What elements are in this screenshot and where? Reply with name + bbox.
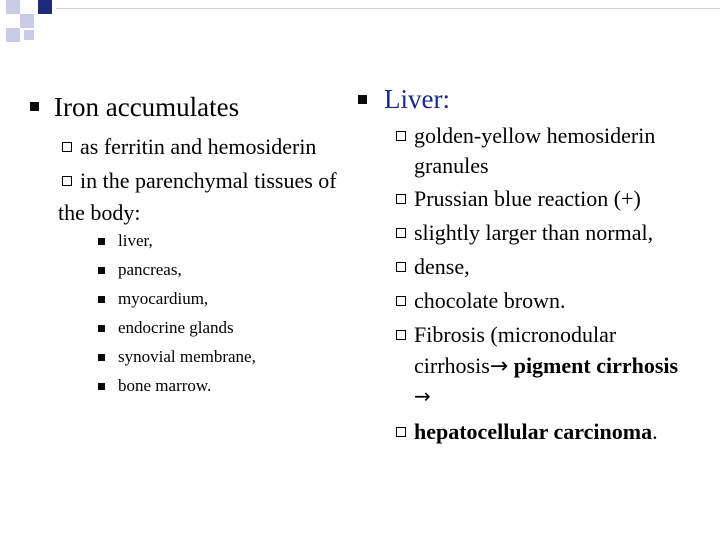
- organ-text: bone marrow.: [118, 376, 212, 395]
- organ-text: endocrine glands: [118, 318, 234, 337]
- hollow-square-bullet-icon: [396, 262, 406, 272]
- top-rule: [56, 8, 720, 9]
- square-bullet-icon: [98, 296, 105, 303]
- liver-item-text-cont: granules: [414, 153, 489, 178]
- hollow-square-bullet-icon: [62, 176, 72, 186]
- square-bullet-icon: [98, 383, 105, 390]
- liver-item-text: chocolate brown.: [414, 288, 566, 313]
- right-arrow-icon: →: [489, 354, 509, 379]
- hollow-square-bullet-icon: [396, 194, 406, 204]
- hollow-square-bullet-icon: [396, 330, 406, 340]
- hollow-square-bullet-icon: [396, 296, 406, 306]
- hepatocellular-carcinoma-text: hepatocellular carcinoma: [414, 419, 653, 444]
- liver-item-text: dense,: [414, 254, 470, 279]
- sub-item-1-text: as ferritin and hemosiderin: [80, 134, 317, 159]
- sub-item-2-line1: in the parenchymal tissues of: [80, 168, 337, 193]
- organ-text: pancreas,: [118, 260, 182, 279]
- left-heading: Iron accumulates: [54, 92, 240, 122]
- liver-item-text-cont: [414, 353, 678, 379]
- period-text: .: [652, 419, 658, 444]
- liver-item-text: Fibrosis (micronodular: [414, 322, 617, 347]
- liver-item-text: Prussian blue reaction (+): [414, 186, 641, 211]
- hollow-square-bullet-icon: [396, 131, 406, 141]
- square-bullet-icon: [358, 95, 367, 104]
- square-bullet-icon: [98, 354, 105, 361]
- liver-item-text: slightly larger than normal,: [414, 220, 654, 245]
- cirrhosis-text: cirrhosis: [414, 353, 490, 378]
- square-bullet-icon: [98, 238, 105, 245]
- liver-item-text: [414, 419, 658, 445]
- hollow-square-bullet-icon: [62, 142, 72, 152]
- pigment-cirrhosis-text: pigment cirrhosis: [513, 353, 679, 378]
- liver-item-text: golden-yellow hemosiderin: [414, 123, 656, 148]
- square-bullet-icon: [30, 102, 39, 111]
- sub-item-2-line2: the body:: [58, 200, 141, 225]
- hollow-square-bullet-icon: [396, 427, 406, 437]
- hollow-square-bullet-icon: [396, 228, 406, 238]
- organ-text: myocardium,: [118, 289, 209, 308]
- square-bullet-icon: [98, 267, 105, 274]
- square-bullet-icon: [98, 325, 105, 332]
- organ-text: liver,: [118, 231, 153, 250]
- right-heading: Liver:: [384, 84, 450, 114]
- right-arrow-icon: →: [414, 384, 431, 408]
- organ-text: synovial membrane,: [118, 347, 256, 366]
